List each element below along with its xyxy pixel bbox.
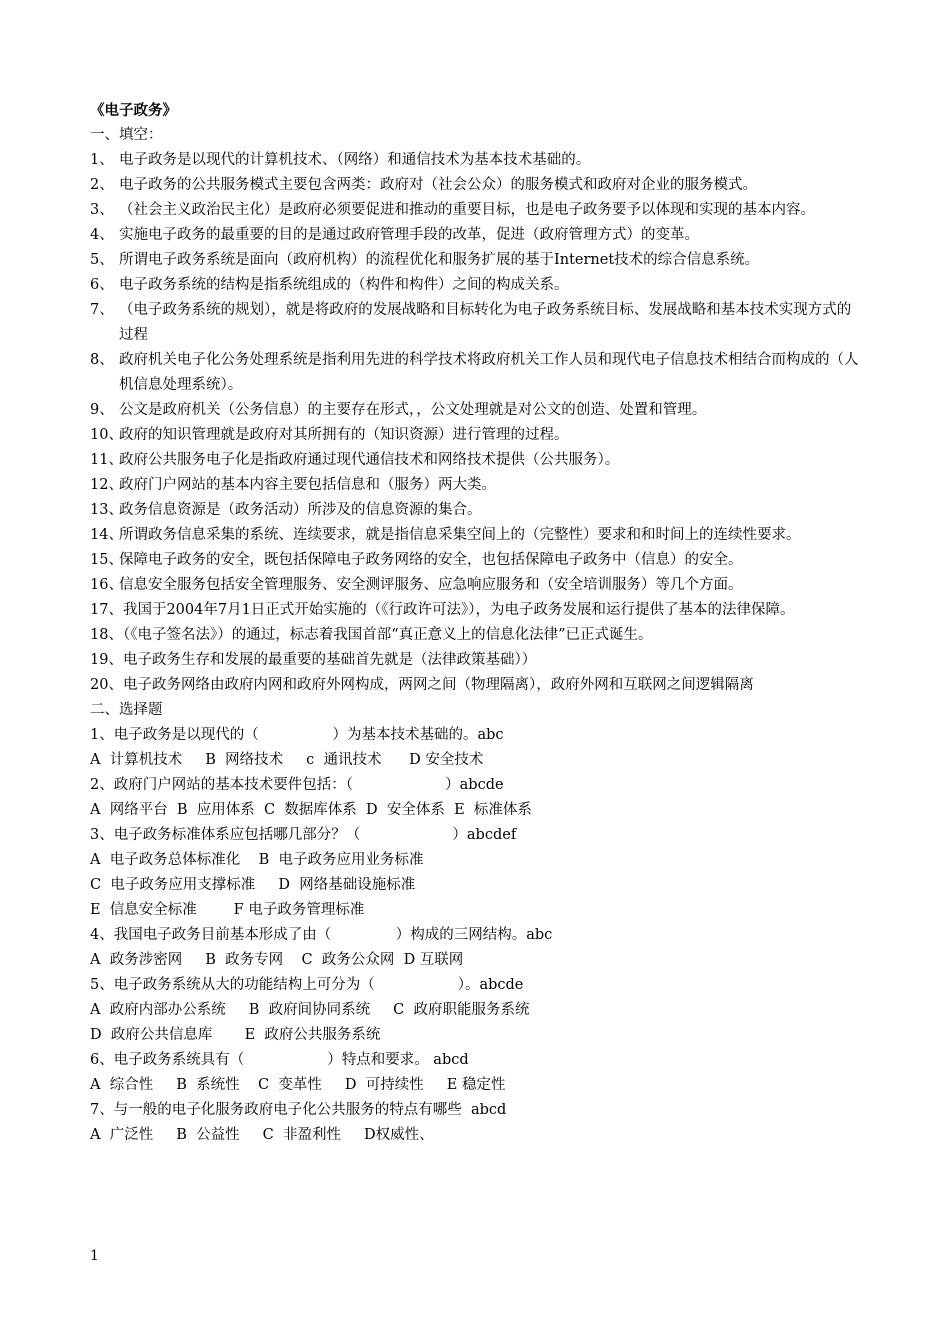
- choice-question: 7、与一般的电子化服务政府电子化公共服务的特点有哪些 abcd: [90, 1102, 507, 1118]
- list-item: [90, 248, 865, 273]
- list-item: [90, 198, 865, 223]
- choice-options: A 电子政务总体标准化 B 电子政务应用业务标准: [90, 852, 424, 868]
- list-item: [90, 398, 865, 423]
- choice-question-list: [90, 723, 865, 1148]
- fill-blank-list-continued: [90, 598, 865, 698]
- list-item-text: 保障电子政务的安全，既包括保障电子政务网络的安全，也包括保障电子政务中（信息）的安全。: [119, 552, 743, 568]
- choice-question: 4、我国电子政务目前基本形成了由（ ）构成的三网结构。abc: [90, 927, 553, 943]
- list-item-number: 14、: [90, 527, 123, 543]
- list-item: [90, 573, 865, 598]
- document-title: 《电子政务》: [90, 102, 177, 119]
- list-item: 17、我国于2004年7月1日正式开始实施的（《行政许可法》），为电子政务发展和运行提供了基本的法律保障。: [90, 602, 795, 618]
- choice-question: 5、电子政务系统从大的功能结构上可分为（ ）。abcde: [90, 977, 524, 993]
- list-item: [90, 523, 865, 548]
- list-item: [90, 223, 865, 248]
- choice-options: A 政务涉密网 B 政务专网 C 政务公众网 D 互联网: [90, 952, 464, 968]
- list-item-text: 所谓电子政务系统是面向（政府机构）的流程优化和服务扩展的基于Internet技术的综合信息系统。: [119, 252, 760, 268]
- choice-question: 2、政府门户网站的基本技术要件包括：（ ）abcde: [90, 777, 504, 793]
- list-item: [90, 548, 865, 573]
- list-item-number: 4、: [90, 227, 114, 243]
- list-item: [90, 423, 865, 448]
- choice-options: D 政府公共信息库 E 政府公共服务系统: [90, 1027, 381, 1043]
- choice-options: A 综合性 B 系统性 C 变革性 D 可持续性 E 稳定性: [90, 1077, 506, 1093]
- list-item-text: 电子政务是以现代的计算机技术、（网络）和通信技术为基本技术基础的。: [119, 152, 591, 168]
- list-item-text: 政府门户网站的基本内容主要包括信息和（服务）两大类。: [119, 477, 496, 493]
- list-item: [90, 273, 865, 298]
- list-item-text: 政府机关电子化公务处理系统是指利用先进的科学技术将政府机关工作人员和现代电子信息技术相结合而构成的（人机信息处理系统）。: [119, 352, 859, 393]
- list-item-text: 实施电子政务的最重要的目的是通过政府管理手段的改革，促进（政府管理方式）的变革。: [119, 227, 699, 243]
- choice-options: C 电子政务应用支撑标准 D 网络基础设施标准: [90, 877, 416, 893]
- list-item-text: 电子政务的公共服务模式主要包含两类：政府对（社会公众）的服务模式和政府对企业的服务模式。: [119, 177, 757, 193]
- list-item-number: 10、: [90, 427, 123, 443]
- list-item-text: 政务信息资源是（政务活动）所涉及的信息资源的集合。: [119, 502, 482, 518]
- section-heading-choice: 二、选择题: [90, 702, 163, 718]
- list-item: 19、电子政务生存和发展的最重要的基础首先就是（法律政策基础））: [90, 652, 537, 668]
- list-item-text: 公文是政府机关（公务信息）的主要存在形式，，公文处理就是对公文的创造、处置和管理。: [119, 402, 707, 418]
- list-item-number: 15、: [90, 552, 123, 568]
- list-item: [90, 298, 865, 348]
- choice-question: 1、电子政务是以现代的（ ）为基本技术基础的。abc: [90, 727, 504, 743]
- choice-question: 6、电子政务系统具有（ ）特点和要求。 abcd: [90, 1052, 469, 1068]
- choice-question: 3、电子政务标准体系应包括哪几部分？（ ）abcdef: [90, 827, 517, 843]
- list-item: [90, 173, 865, 198]
- list-item: 18、（《电子签名法》）的通过，标志着我国首部“真正意义上的信息化法律”已正式诞生。: [90, 627, 653, 643]
- fill-blank-list: [90, 148, 865, 598]
- list-item: [90, 473, 865, 498]
- list-item: [90, 448, 865, 473]
- list-item: [90, 498, 865, 523]
- list-item-number: 6、: [90, 277, 114, 293]
- page-number: 1: [90, 1248, 99, 1264]
- list-item-number: 16、: [90, 577, 123, 593]
- list-item-number: 3、: [90, 202, 114, 218]
- list-item-number: 8、: [90, 352, 114, 368]
- choice-options: A 政府内部办公系统 B 政府间协同系统 C 政府职能服务系统: [90, 1002, 530, 1018]
- list-item-number: 12、: [90, 477, 123, 493]
- list-item-number: 2、: [90, 177, 114, 193]
- list-item: 20、电子政务网络由政府内网和政府外网构成，两网之间（物理隔离），政府外网和互联网之间逻辑隔离: [90, 677, 754, 693]
- list-item-number: 5、: [90, 252, 114, 268]
- section-heading-fill-blank: 一、填空：: [90, 127, 163, 143]
- list-item-text: 政府公共服务电子化是指政府通过现代通信技术和网络技术提供（公共服务）。: [119, 452, 620, 468]
- list-item-number: 13、: [90, 502, 123, 518]
- list-item-number: 1、: [90, 152, 114, 168]
- list-item-text: 政府的知识管理就是政府对其所拥有的（知识资源）进行管理的过程。: [119, 427, 569, 443]
- choice-options: A 计算机技术 B 网络技术 c 通讯技术 D 安全技术: [90, 752, 484, 768]
- choice-options: A 网络平台 B 应用体系 C 数据库体系 D 安全体系 E 标准体系: [90, 802, 532, 818]
- list-item-number: 11、: [90, 452, 123, 468]
- list-item-text: （社会主义政治民主化）是政府必须要促进和推动的重要目标，也是电子政务要予以体现和实现的基本内容。: [119, 202, 815, 218]
- list-item-number: 7、: [90, 302, 114, 318]
- list-item: [90, 348, 865, 398]
- list-item-text: 信息安全服务包括安全管理服务、安全测评服务、应急响应服务和（安全培训服务）等几个方面。: [119, 577, 743, 593]
- choice-options: A 广泛性 B 公益性 C 非盈利性 D权威性、: [90, 1127, 434, 1143]
- choice-options: E 信息安全标准 F 电子政务管理标准: [90, 902, 365, 918]
- list-item-number: 9、: [90, 402, 114, 418]
- document-content: [90, 98, 865, 1148]
- list-item-text: （电子政务系统的规划），就是将政府的发展战略和目标转化为电子政务系统目标、发展战略和基本技术实现方式的过程: [119, 302, 852, 343]
- list-item-text: 所谓政务信息采集的系统、连续要求，就是指信息采集空间上的（完整性）要求和和时间上的连续性要求。: [119, 527, 801, 543]
- list-item: [90, 148, 865, 173]
- list-item-text: 电子政务系统的结构是指系统组成的（构件和构件）之间的构成关系。: [119, 277, 569, 293]
